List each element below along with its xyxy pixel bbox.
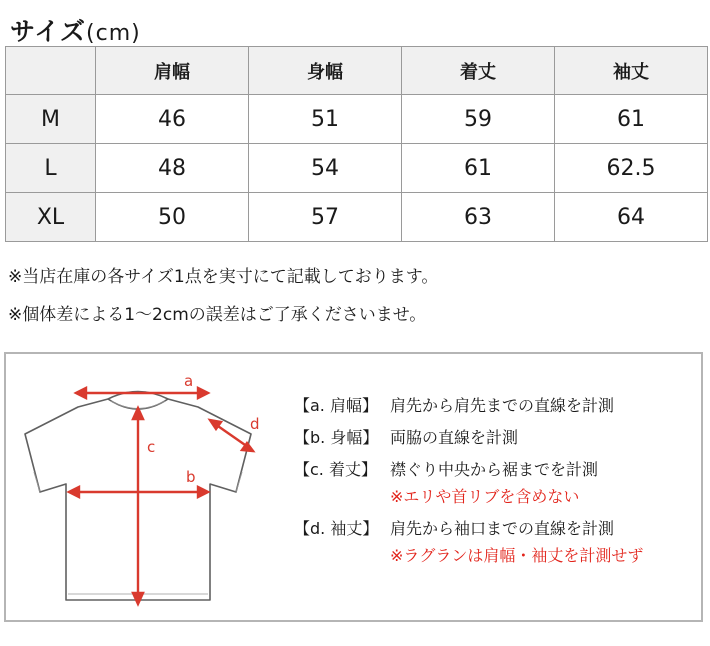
table-cell: 51 bbox=[249, 95, 402, 144]
table-cell: 50 bbox=[96, 193, 249, 242]
legend-item-sleeve bbox=[294, 515, 643, 542]
legend-text: 襟ぐり中央から裾までを計測 bbox=[390, 460, 599, 479]
size-label: M bbox=[6, 95, 96, 144]
size-table bbox=[5, 46, 708, 242]
table-cell: 57 bbox=[249, 193, 402, 242]
legend-key: 【d. 袖丈】 bbox=[294, 519, 379, 538]
label-b: b bbox=[186, 468, 196, 486]
label-c: c bbox=[147, 438, 156, 456]
tshirt-icon bbox=[20, 374, 280, 614]
title-main: サイズ bbox=[10, 17, 87, 46]
header-cell-length: 着丈 bbox=[402, 47, 555, 95]
legend-key: 【b. 身幅】 bbox=[294, 428, 379, 447]
header-cell-empty bbox=[6, 47, 96, 95]
size-label: XL bbox=[6, 193, 96, 242]
size-label: L bbox=[6, 144, 96, 193]
legend-text: 両脇の直線を計測 bbox=[390, 428, 519, 447]
measurement-legend bbox=[294, 392, 643, 569]
table-cell: 46 bbox=[96, 95, 249, 144]
legend-key: 【a. 肩幅】 bbox=[294, 396, 378, 415]
table-cell: 54 bbox=[249, 144, 402, 193]
title-unit: (cm) bbox=[86, 21, 141, 46]
header-cell-shoulder: 肩幅 bbox=[96, 47, 249, 95]
legend-key: 【c. 着丈】 bbox=[294, 460, 377, 479]
table-cell: 61 bbox=[555, 95, 708, 144]
table-cell: 63 bbox=[402, 193, 555, 242]
label-a: a bbox=[184, 374, 194, 390]
legend-text: 肩先から袖口までの直線を計測 bbox=[390, 519, 615, 538]
legend-text: 肩先から肩先までの直線を計測 bbox=[390, 396, 615, 415]
label-d: d bbox=[250, 415, 260, 433]
legend-item-width bbox=[294, 424, 643, 451]
table-row bbox=[6, 95, 708, 144]
table-cell: 61 bbox=[402, 144, 555, 193]
table-row bbox=[6, 144, 708, 193]
table-cell: 48 bbox=[96, 144, 249, 193]
legend-item-shoulder bbox=[294, 392, 643, 419]
legend-item-length bbox=[294, 456, 643, 483]
legend-note-sleeve: ※ラグランは肩幅・袖丈を計測せず bbox=[390, 546, 644, 565]
header-cell-width: 身幅 bbox=[249, 47, 402, 95]
table-row bbox=[6, 193, 708, 242]
table-cell: 62.5 bbox=[555, 144, 708, 193]
legend-note-length: ※エリや首リブを含めない bbox=[390, 487, 580, 506]
note-stock: ※当店在庫の各サイズ1点を実寸にて記載しております。 bbox=[8, 267, 439, 287]
table-cell: 64 bbox=[555, 193, 708, 242]
note-tolerance: ※個体差による1〜2cmの誤差はご了承くださいませ。 bbox=[8, 305, 427, 325]
page-title bbox=[10, 12, 141, 48]
measurement-diagram bbox=[4, 352, 703, 622]
table-cell: 59 bbox=[402, 95, 555, 144]
table-header-row bbox=[6, 47, 708, 95]
header-cell-sleeve: 袖丈 bbox=[555, 47, 708, 95]
